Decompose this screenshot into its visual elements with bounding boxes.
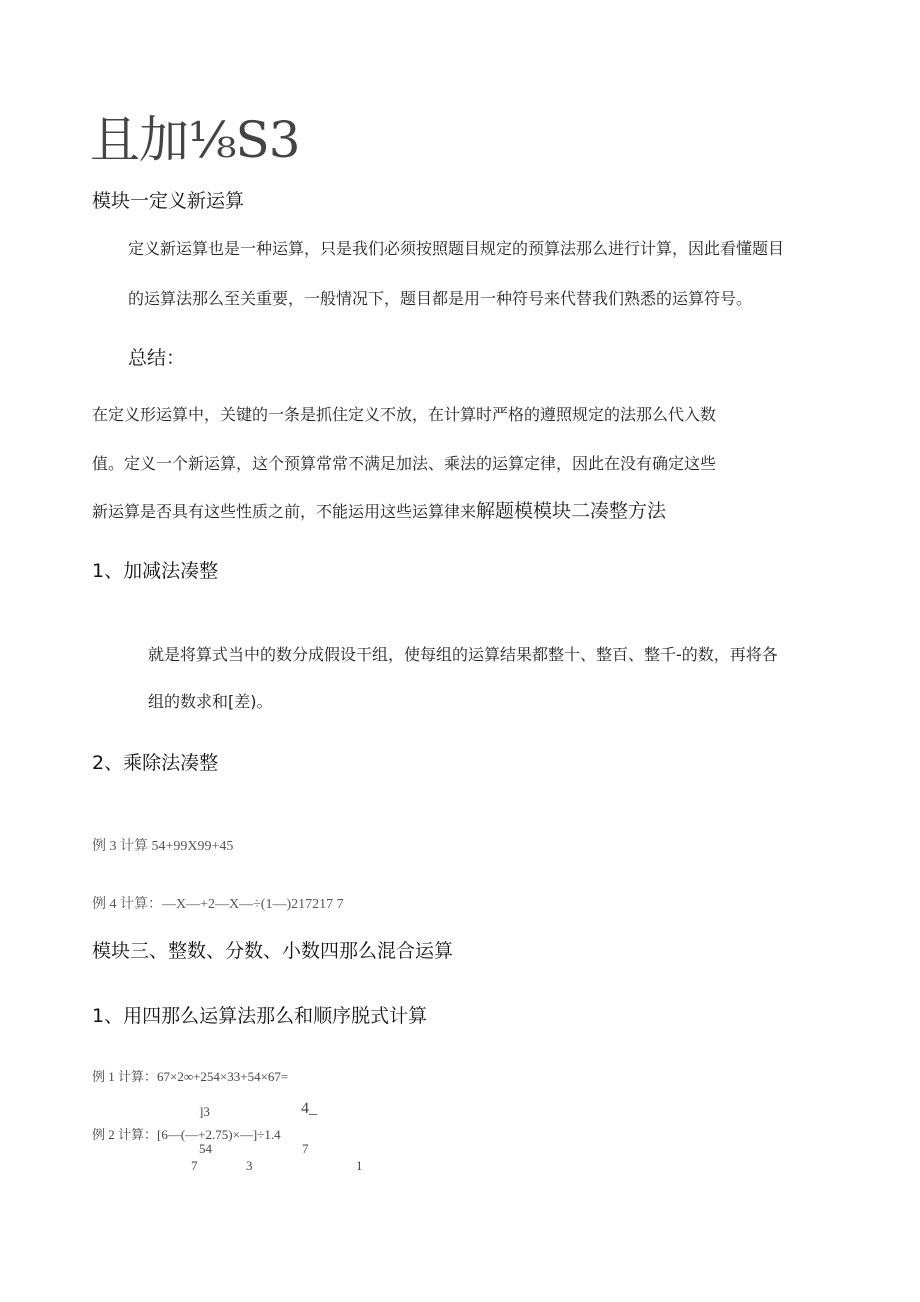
example2-top-a: ]3 <box>199 1104 210 1119</box>
module2-item1-heading: 1、加减法凑整 <box>92 560 219 582</box>
page-title: 且加⅛S3 <box>90 111 300 169</box>
example2-bot-a: 7 <box>191 1158 198 1173</box>
summary-label: 总结： <box>128 347 186 369</box>
example4: 例 4 计算：—X—+2—X—÷(1—)217217 7 <box>92 897 344 912</box>
module2-heading: 解题模模块二凑整方法 <box>476 500 667 522</box>
example3: 例 3 计算 54+99X99+45 <box>92 839 234 854</box>
summary-line3 <box>92 496 666 523</box>
module2-item2-heading: 2、乘除法凑整 <box>92 752 219 774</box>
example2-main: 例 2 计算：[6—(—+2.75)×—]÷1.4 <box>92 1127 281 1142</box>
module2-item1-line2: 组的数求和[差)。 <box>148 692 273 711</box>
example2-mid-b: 7 <box>302 1141 309 1156</box>
example2-bot-b: 3 <box>246 1158 253 1173</box>
module1-paragraph-line2: 的运算法那么至关重要，一般情况下，题目都是用一种符号来代替我们熟悉的运算符号。 <box>128 289 753 308</box>
summary-line3-text: 新运算是否具有这些性质之前，不能运用这些运算律来 <box>92 502 477 521</box>
module1-heading: 模块一定义新运算 <box>92 190 245 212</box>
module1-paragraph-line1: 定义新运算也是一种运算，只是我们必须按照题目规定的预算法那么进行计算，因此看懂题目 <box>128 239 785 258</box>
example2-bot-c: 1 <box>356 1158 363 1173</box>
example2-top-b: 4_ <box>301 1100 317 1117</box>
example1: 例 1 计算：67×2∞+254×33+54×67= <box>92 1069 289 1084</box>
module3-heading: 模块三、整数、分数、小数四那么混合运算 <box>92 940 454 962</box>
summary-line2: 值。定义一个新运算，这个预算常常不满足加法、乘法的运算定律，因此在没有确定这些 <box>92 454 717 473</box>
module3-item1-heading: 1、用四那么运算法那么和顺序脱式计算 <box>92 1005 428 1027</box>
module2-item1-line1: 就是将算式当中的数分成假设干组，使每组的运算结果都整十、整百、整千-的数，再将各 <box>148 645 778 664</box>
example2-mid-a: 54 <box>199 1141 212 1156</box>
summary-line1: 在定义形运算中，关键的一条是抓住定义不放，在计算时严格的遵照规定的法那么代入数 <box>92 405 717 424</box>
